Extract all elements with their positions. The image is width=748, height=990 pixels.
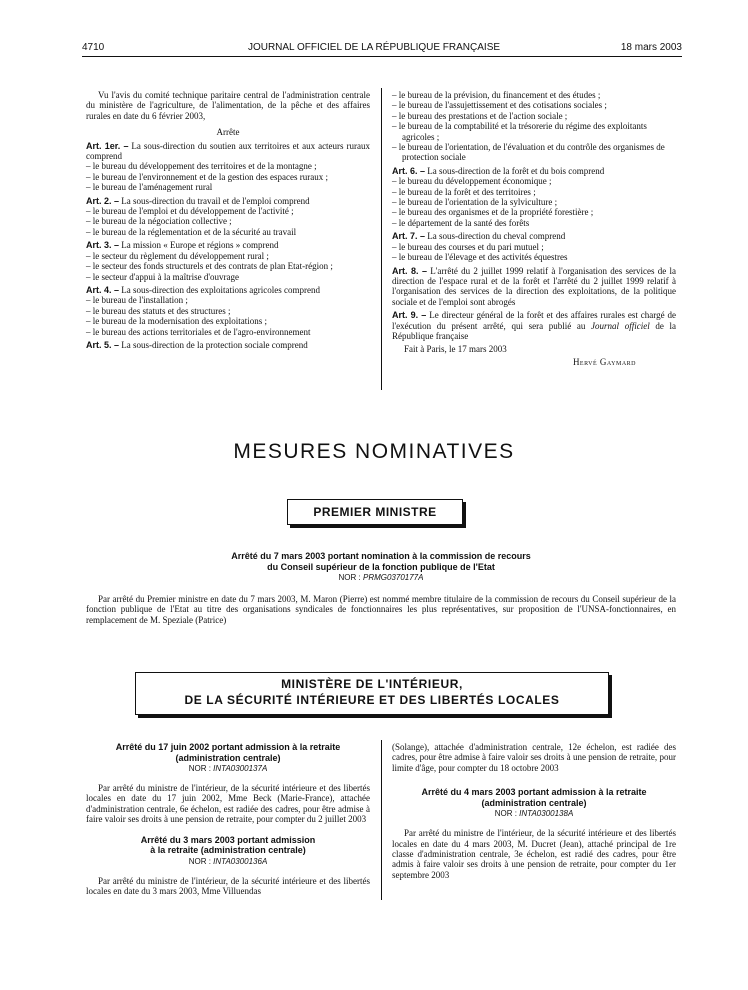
nor-code: INTA0300136A: [213, 856, 268, 866]
article-3-head: Art. 3. –: [86, 240, 120, 251]
article-2-text: La sous-direction du travail et de l'emploi comprend: [121, 195, 310, 206]
nor-label: NOR :: [188, 856, 211, 866]
list-item: – le bureau de l'aménagement rural: [86, 182, 213, 193]
signature: Hervé Gaymard: [572, 356, 636, 367]
decree-body: Par arrêté du ministre de l'intérieur, de la sécurité intérieure et des libertés locales en date du 17 juin 2002, Mme Beck (Marie-France), attachée d'administration centrale, 6e échelon, est radiée des cadres, pour être admise à faire valoir ses droits à une pension de retraite, pour compter du 2 juillet 2003: [86, 783, 370, 825]
page-number: 4710: [82, 42, 105, 53]
decree-title-line-1: Arrêté du 3 mars 2003 portant admission: [140, 834, 316, 845]
article-4-text: La sous-direction des exploitations agricoles comprend: [121, 284, 320, 295]
decree-title-line-2: du Conseil supérieur de la fonction publique de l'Etat: [267, 561, 495, 572]
premier-ministre-decree: [86, 551, 676, 625]
article-6-text: La sous-direction de la forêt et du bois comprend: [427, 165, 605, 176]
decree-title-line-1: Arrêté du 17 juin 2002 portant admission à la retraite: [115, 742, 341, 752]
list-item: – le bureau du développement des territoires et de la montagne ;: [86, 161, 317, 172]
article-8-head: Art. 8. –: [392, 265, 428, 276]
article-2-head: Art. 2. –: [86, 195, 120, 206]
decree-title-line-2: (administration centrale): [175, 752, 281, 763]
section-title: MESURES NOMINATIVES: [233, 440, 515, 463]
right-column-decree: [392, 90, 676, 367]
ministere-box-line-1: MINISTÈRE DE L'INTÉRIEUR,: [281, 677, 463, 691]
article-4-head: Art. 4. –: [86, 284, 120, 295]
list-item: – le bureau des organismes et de la propriété forestière ;: [392, 207, 594, 218]
article-1: [86, 141, 370, 162]
list-item: – le bureau de l'installation ;: [86, 295, 188, 306]
article-7: [392, 231, 676, 241]
article-5-text: La sous-direction de la protection sociale comprend: [121, 339, 308, 350]
ministere-right-column: [392, 742, 676, 880]
list-item: – le bureau de la réglementation et de la sécurité au travail: [86, 226, 297, 237]
article-9-head: Art. 9. –: [392, 310, 427, 321]
journal-title: JOURNAL OFFICIEL DE LA RÉPUBLIQUE FRANÇAISE: [247, 42, 501, 53]
decree-body: Par arrêté du ministre de l'intérieur, de la sécurité intérieure et des libertés locales en date du 3 mars 2003, Mme Villuendas: [86, 875, 370, 897]
list-item: – le bureau de l'orientation, de l'évaluation et du contrôle des organismes de protection sociale: [392, 142, 665, 163]
article-7-text: La sous-direction du cheval comprend: [427, 231, 566, 242]
decree-body-continued: (Solange), attachée d'administration centrale, 12e échelon, est radiée des cadres, pour être admise à faire valoir ses droits à une pension de retraite, pour limite d'âge, pour compter du 18 octobre 2003: [392, 742, 676, 773]
list-item: – le bureau de la comptabilité et la trésorerie du régime des exploitants agricoles ;: [392, 121, 647, 142]
article-1-text: La sous-direction du soutien aux territoires et aux acteurs ruraux comprend: [86, 140, 371, 162]
list-item: – le bureau du développement économique ;: [392, 176, 552, 187]
article-7-head: Art. 7. –: [392, 231, 426, 242]
list-item: – le bureau de l'élevage et des activités équestres: [392, 252, 568, 263]
article-1-head: Art. 1er. –: [86, 140, 129, 151]
premier-ministre-box: PREMIER MINISTRE: [287, 499, 463, 525]
article-5-head: Art. 5. –: [86, 339, 120, 350]
list-item: – le bureau de la modernisation des exploitations ;: [86, 316, 267, 327]
article-9-text: Le directeur général de la forêt et des affaires rurales est chargé de l'exécution du présent arrêté, qui sera publié au: [392, 310, 677, 331]
list-item: – le bureau de la forêt et des territoires ;: [392, 186, 536, 197]
nor-reference: [86, 763, 370, 775]
list-item: – le secteur d'appui à la maîtrise d'ouvrage: [86, 271, 239, 282]
list-item: – le secteur du règlement du développement rural ;: [86, 250, 269, 261]
nor-reference: [86, 572, 676, 584]
nor-label: NOR :: [494, 809, 517, 819]
list-item: – le bureau des actions territoriales et de l'agro-environnement: [86, 326, 311, 337]
decree-title-line-2: (administration centrale): [481, 797, 587, 808]
decree-body: Par arrêté du Premier ministre en date du 7 mars 2003, M. Maron (Pierre) est nommé membre titulaire de la commission de recours du Conseil supérieur de la fonction publique de l'Etat au titre des organisations syndicales de fonctionnaires les plus représentatives, sur proposition de l'UNSA-fonctionnaires, en remplacement de M. Speziale (Patrice): [86, 594, 676, 625]
column-divider: [381, 740, 382, 900]
article-8: [392, 266, 676, 308]
article-2: [86, 196, 370, 206]
nor-label: NOR :: [188, 764, 211, 773]
list-item: – le bureau de la prévision, du financement et des études ;: [392, 90, 601, 100]
arrete-label: Arrête: [216, 127, 240, 138]
article-6-head: Art. 6. –: [392, 165, 426, 176]
list-item: – le secteur des fonds structurels et des contrats de plan Etat-région ;: [86, 261, 333, 272]
list-item: – le bureau des courses et du pari mutuel ;: [392, 241, 544, 252]
decree-body: Par arrêté du ministre de l'intérieur, de la sécurité intérieure et des libertés locales en date du 4 mars 2003, M. Ducret (Jean), attaché principal de 1re classe d'administration centrale, 3e échelon, est radié des cadres, pour être admis à faire valoir ses droits à une pension de retraite, pour compter du 1er septembre 2003: [392, 828, 676, 880]
ministere-left-column: [86, 742, 370, 896]
article-6: [392, 166, 676, 176]
list-item: – le bureau de la négociation collective ;: [86, 216, 232, 227]
nor-label: NOR :: [338, 573, 361, 582]
nor-code: INTA0300138A: [519, 809, 574, 819]
list-item: – le bureau des statuts et des structures ;: [86, 305, 231, 316]
decree-title-line-1: Arrêté du 4 mars 2003 portant admission à la retraite: [421, 787, 647, 798]
list-item: – le bureau des prestations et de l'action sociale ;: [392, 110, 568, 121]
list-item: – le bureau de l'environnement et de la gestion des espaces ruraux ;: [86, 171, 329, 182]
nor-code: PRMG0370177A: [362, 573, 424, 582]
ministere-box-line-2: DE LA SÉCURITÉ INTÉRIEURE ET DES LIBERTÉS LOCALES: [184, 693, 560, 707]
article-8-text: L'arrêté du 2 juillet 1999 relatif à l'organisation des services de la direction de l'espace rural et de la forêt et l'arrêté du 2 juillet 1999 relatif à l'organisation des services de la direction des exploitations, de la politique sociale et de l'emploi sont abrogés: [392, 265, 677, 307]
fait-a-paris: Fait à Paris, le 17 mars 2003: [404, 344, 507, 355]
list-item: – le bureau de l'assujettissement et des cotisations sociales ;: [392, 100, 607, 111]
ministere-interieur-box: [135, 672, 609, 715]
article-9-text-end: de la République française: [392, 320, 677, 341]
column-divider: [381, 88, 382, 390]
issue-date: 18 mars 2003: [620, 42, 682, 53]
decree-title-line-1: Arrêté du 7 mars 2003 portant nomination à la commission de recours: [231, 551, 531, 561]
nor-reference: [392, 808, 676, 820]
nor-reference: [86, 856, 370, 868]
decree-intro: Vu l'avis du comité technique paritaire central de l'administration centrale du ministère de l'agriculture, de l'alimentation, de la pêche et des affaires rurales en date du 6 février 2003,: [86, 90, 370, 121]
article-9: [392, 310, 676, 341]
article-3: [86, 240, 370, 250]
list-item: – le bureau de l'emploi et du développement de l'activité ;: [86, 206, 294, 217]
list-item: – le département de la santé des forêts: [392, 217, 530, 228]
nor-code: INTA0300137A: [213, 764, 268, 773]
left-column-decree: [86, 90, 370, 350]
article-3-text: La mission « Europe et régions » comprend: [121, 240, 279, 251]
article-4: [86, 285, 370, 295]
list-item: – le bureau de l'orientation de la sylviculture ;: [392, 197, 558, 208]
decree-title-line-2: à la retraite (administration centrale): [150, 845, 306, 856]
article-5: [86, 340, 370, 350]
header-rule: [82, 56, 682, 57]
journal-officiel-ref: Journal officiel: [591, 320, 650, 331]
